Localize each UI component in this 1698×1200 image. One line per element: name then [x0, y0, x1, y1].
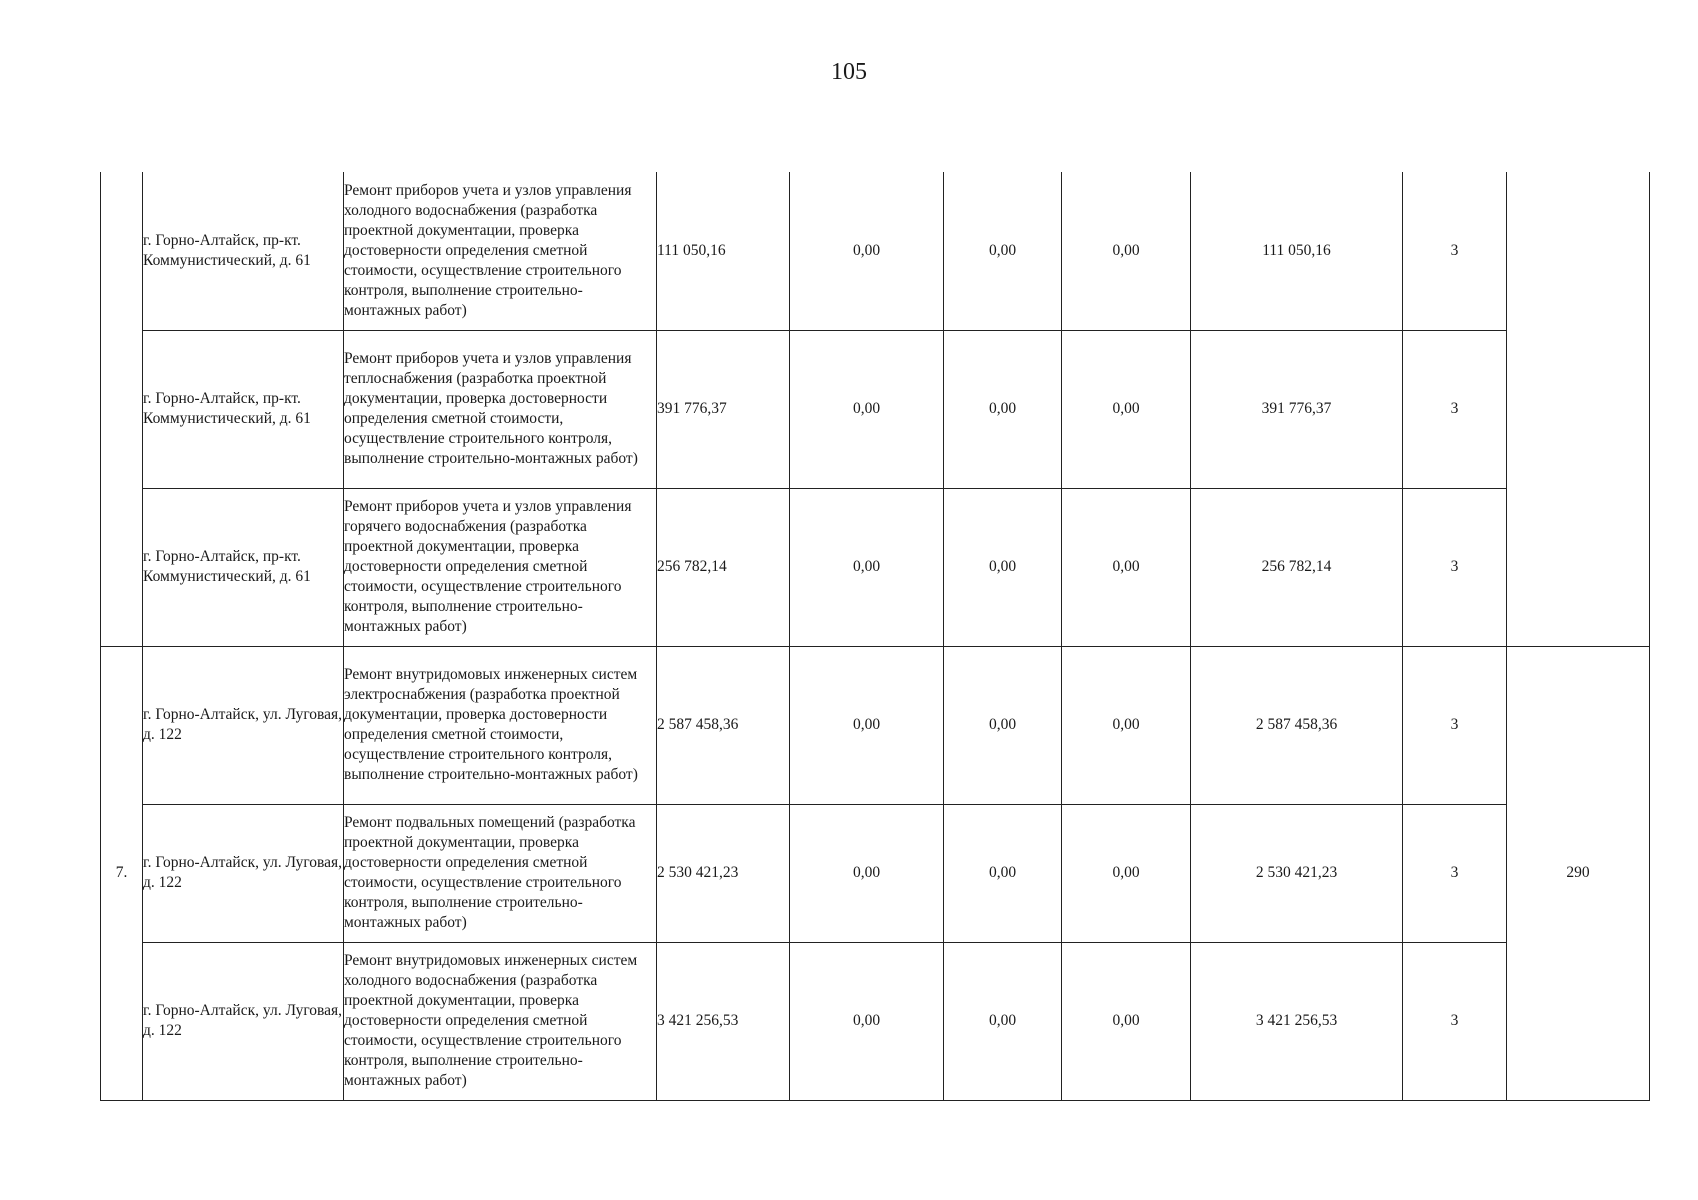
- amount-cell: 0,00: [944, 942, 1062, 1100]
- fund-amount-cell: 2 530 421,23: [1191, 804, 1403, 942]
- amount-cell: 0,00: [790, 942, 944, 1100]
- amount-cell: 0,00: [790, 172, 944, 330]
- work-description-cell: Ремонт приборов учета и узлов управления горячего водоснабжения (разработка проектной документации, проверка достоверности определения сметной стоимости, осуществление строительного контроля, выполнение строительно-монтажных работ): [344, 488, 657, 646]
- fund-amount-cell: 111 050,16: [1191, 172, 1403, 330]
- amount-cell: 0,00: [944, 172, 1062, 330]
- table-row: [101, 646, 1650, 804]
- total-cost-cell: 2 587 458,36: [657, 646, 790, 804]
- table-row: [101, 942, 1650, 1100]
- amount-cell: 0,00: [1062, 330, 1191, 488]
- total-cost-cell: 2 530 421,23: [657, 804, 790, 942]
- amount-cell: 0,00: [1062, 804, 1191, 942]
- work-description-cell: Ремонт внутридомовых инженерных систем холодного водоснабжения (разработка проектной документации, проверка достоверности определения сметной стоимости, осуществление строительного контроля, выполнение строительно-монтажных работ): [344, 942, 657, 1100]
- amount-cell: 0,00: [790, 646, 944, 804]
- table-row: [101, 172, 1650, 330]
- address-cell: г. Горно-Алтайск, пр-кт. Коммунистический, д. 61: [143, 488, 344, 646]
- address-cell: г. Горно-Алтайск, ул. Луговая, д. 122: [143, 804, 344, 942]
- period-cell: 3: [1403, 172, 1507, 330]
- fund-amount-cell: 256 782,14: [1191, 488, 1403, 646]
- table-row: [101, 804, 1650, 942]
- fund-amount-cell: 391 776,37: [1191, 330, 1403, 488]
- address-cell: г. Горно-Алтайск, ул. Луговая, д. 122: [143, 942, 344, 1100]
- page-number: 105: [831, 59, 867, 85]
- address-cell: г. Горно-Алтайск, ул. Луговая, д. 122: [143, 646, 344, 804]
- total-cost-cell: 256 782,14: [657, 488, 790, 646]
- fund-amount-cell: 2 587 458,36: [1191, 646, 1403, 804]
- period-cell: 3: [1403, 942, 1507, 1100]
- repair-works-table: [100, 172, 1650, 1101]
- amount-cell: 0,00: [944, 330, 1062, 488]
- amount-cell: 0,00: [790, 488, 944, 646]
- amount-cell: 0,00: [790, 330, 944, 488]
- amount-cell: 0,00: [944, 488, 1062, 646]
- total-cost-cell: 391 776,37: [657, 330, 790, 488]
- period-cell: 3: [1403, 488, 1507, 646]
- work-description-cell: Ремонт внутридомовых инженерных систем электроснабжения (разработка проектной документации, проверка достоверности определения сметной стоимости, осуществление строительного контроля, выполнение строительно-монтажных работ): [344, 646, 657, 804]
- amount-cell: 0,00: [1062, 942, 1191, 1100]
- total-cost-cell: 111 050,16: [657, 172, 790, 330]
- period-cell: 3: [1403, 646, 1507, 804]
- amount-cell: 0,00: [944, 646, 1062, 804]
- address-cell: г. Горно-Алтайск, пр-кт. Коммунистический, д. 61: [143, 330, 344, 488]
- work-description-cell: Ремонт приборов учета и узлов управления холодного водоснабжения (разработка проектной документации, проверка достоверности определения сметной стоимости, осуществление строительного контроля, выполнение строительно-монтажных работ): [344, 172, 657, 330]
- table-row: [101, 488, 1650, 646]
- amount-cell: 0,00: [790, 804, 944, 942]
- work-description-cell: Ремонт приборов учета и узлов управления теплоснабжения (разработка проектной документации, проверка достоверности определения сметной стоимости, осуществление строительного контроля, выполнение строительно-монтажных работ): [344, 330, 657, 488]
- amount-cell: 0,00: [1062, 646, 1191, 804]
- total-cost-cell: 3 421 256,53: [657, 942, 790, 1100]
- address-cell: г. Горно-Алтайск, пр-кт. Коммунистический, д. 61: [143, 172, 344, 330]
- fund-amount-cell: 3 421 256,53: [1191, 942, 1403, 1100]
- table-row: [101, 330, 1650, 488]
- item-number-cell: [101, 172, 143, 646]
- period-cell: 3: [1403, 330, 1507, 488]
- amount-cell: 0,00: [944, 804, 1062, 942]
- item-number-cell: 7.: [101, 646, 143, 1100]
- work-description-cell: Ремонт подвальных помещений (разработка проектной документации, проверка достоверности определения сметной стоимости, осуществление строительного контроля, выполнение строительно-монтажных работ): [344, 804, 657, 942]
- amount-cell: 0,00: [1062, 488, 1191, 646]
- group-extra-cell: 290: [1507, 646, 1650, 1100]
- amount-cell: 0,00: [1062, 172, 1191, 330]
- period-cell: 3: [1403, 804, 1507, 942]
- group-extra-cell: [1507, 172, 1650, 646]
